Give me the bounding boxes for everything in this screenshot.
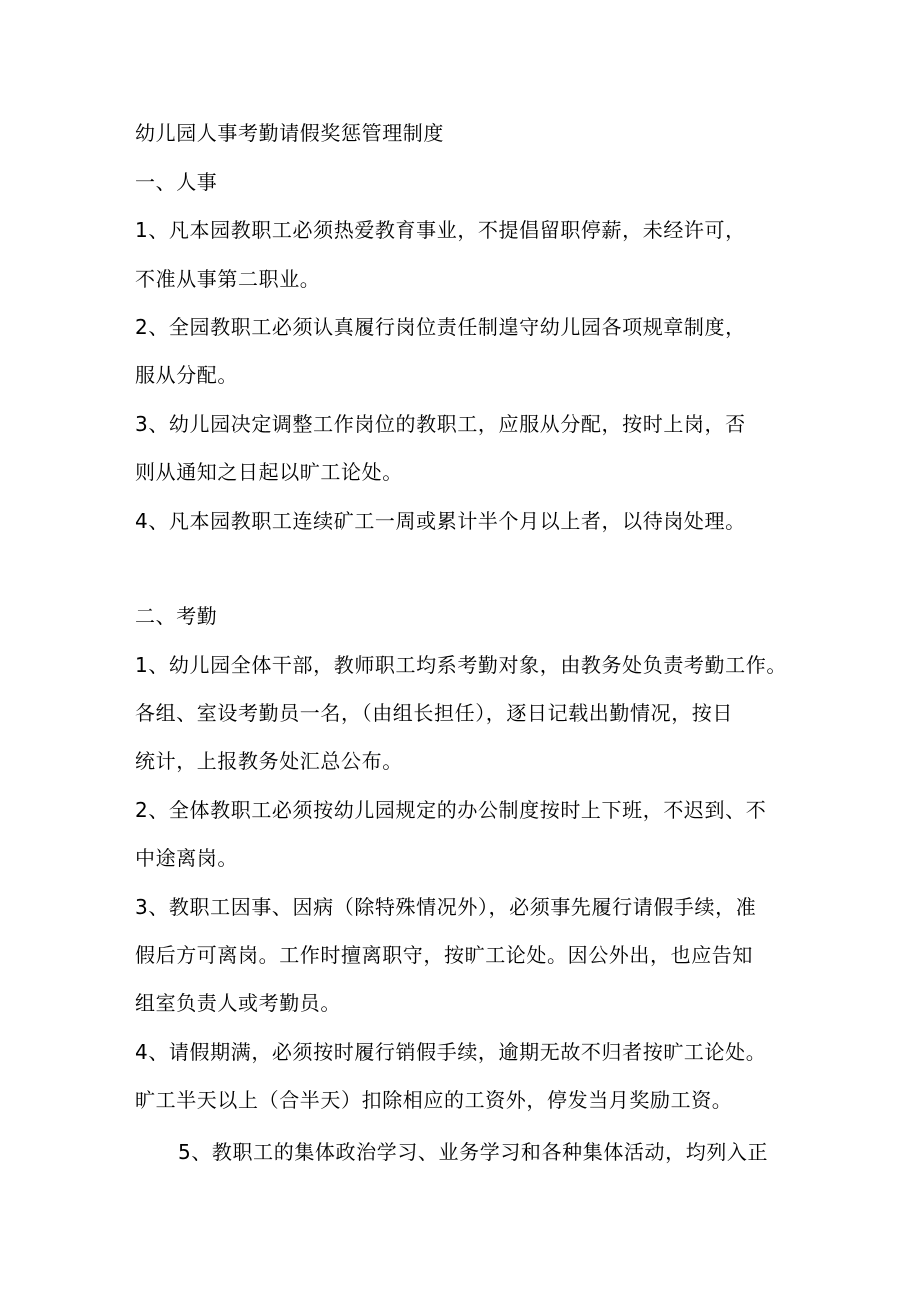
paragraph-line: 统计，上报教务处汇总公布。 <box>135 749 403 773</box>
paragraph-line: 4、请假期满，必须按时履行销假手续，逾期无故不归者按旷工论处。 <box>135 1040 767 1064</box>
paragraph-line: 2、全园教职工必须认真履行岗位责任制遑守幼儿园各项规章制度， <box>135 315 746 339</box>
paragraph-line: 3、教职工因事、因病（除特殊情况外），必须事先履行请假手续，准 <box>135 895 757 919</box>
paragraph-line: 旷工半天以上（合半天）扣除相应的工资外，停发当月奖励工资。 <box>135 1088 733 1112</box>
paragraph-line: 组室负责人或考勤员。 <box>135 991 341 1015</box>
paragraph-line: 则从通知之日起以旷工论处。 <box>135 460 403 484</box>
paragraph-line: 中途离岗。 <box>135 846 238 870</box>
section-heading-attendance: 二、考勤 <box>135 604 218 628</box>
paragraph-line: 5、教职工的集体政治学习、业务学习和各种集体活动，均列入正 <box>178 1140 769 1164</box>
paragraph-line: 各组、室设考勤员一名，（由组长担任），逐日记载出勤情况，按日 <box>135 701 733 725</box>
section-heading-personnel: 一、人事 <box>135 170 218 194</box>
paragraph-line: 不准从事第二职业。 <box>135 267 321 291</box>
paragraph-line: 假后方可离岗。工作时擅离职守，按旷工论处。因公外出，也应告知 <box>135 943 753 967</box>
document-title: 幼儿园人事考勤请假奖惩管理制度 <box>135 121 444 145</box>
paragraph-line: 服从分配。 <box>135 363 238 387</box>
paragraph-line: 1、凡本园教职工必须热爱教育事业，不提倡留职停薪，未经许可， <box>135 218 746 242</box>
paragraph-line: 4、凡本园教职工连续矿工一周或累计半个月以上者，以待岗处理。 <box>135 509 746 533</box>
paragraph-line: 1、幼儿园全体干部，教师职工均系考勤对象，由教务处负责考勤工作。 <box>135 653 787 677</box>
paragraph-line: 3、幼儿园决定调整工作岗位的教职工，应服从分配，按时上岗，否 <box>135 412 746 436</box>
paragraph-line: 2、全体教职工必须按幼儿园规定的办公制度按时上下班，不迟到、不 <box>135 798 767 822</box>
